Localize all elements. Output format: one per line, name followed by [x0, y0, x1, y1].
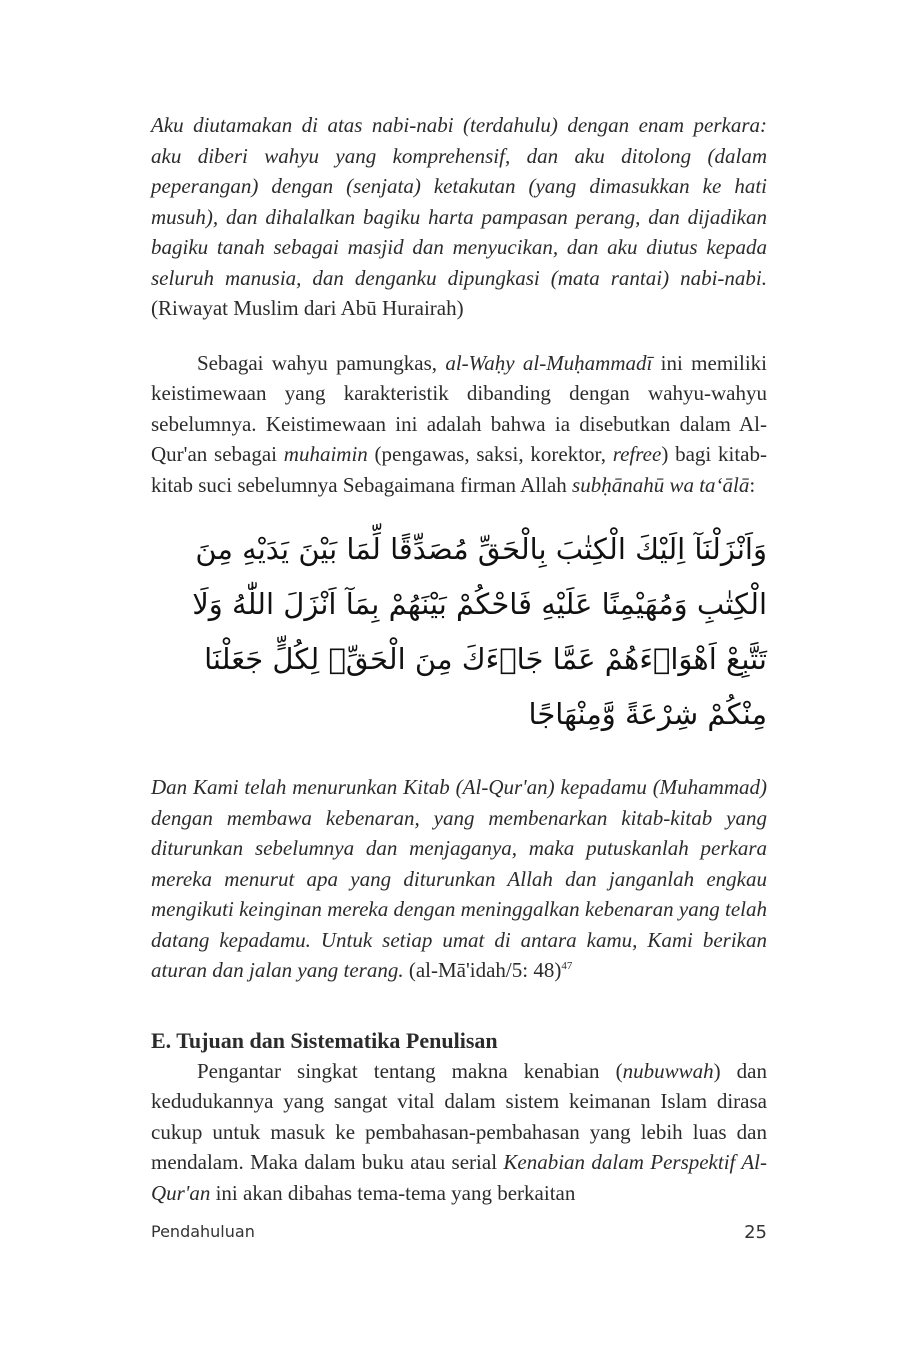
hadith-quote [151, 110, 767, 324]
translation-text: Dan Kami telah menurunkan Kitab (Al-Qur'an) kepadamu (Muhammad) dengan membawa kebenaran, yang membenarkan kitab-kitab yang diturunkan sebelumnya dan menjaganya, maka putuskanlah perkara mereka menurut apa yang diturunkan Allah dan janganlah engkau mengikuti keinginan mereka dengan meninggalkan kebenaran yang telah datang kepadamu. Untuk setiap umat di antara kamu, Kami berikan aturan dan jalan yang terang. [151, 775, 767, 982]
text-run: Sebagai wahyu pamungkas, [197, 350, 446, 375]
footnote-marker[interactable]: 47 [561, 960, 573, 972]
text-run: : [749, 472, 756, 497]
italic-title: Kenabian dalam Perspektif Al-Qur'an [151, 1150, 768, 1205]
text-run: ini memiliki keistimewaan yang karakteristik dibanding dengan wahyu-wahyu sebelumnya. Keistimewaan ini adalah bahwa ia disebutkan dalam Al-Qur'an sebagai [151, 350, 767, 466]
hadith-text: Aku diutamakan di atas nabi-nabi (terdahulu) dengan enam perkara: aku diberi wahyu yang komprehensif, dan aku ditolong (dalam peperangan) dengan (senjata) ketakutan (yang dimasukkan ke hati musuh), dan dihalalkan bagiku harta pampasan perang, dan dijadikan bagiku tanah sebagai masjid dan menyucikan, dan aku diutus kepada seluruh manusia, dan denganku dipungkasi (mata rantai) nabi-nabi. [151, 113, 767, 290]
hadith-citation: (Riwayat Muslim dari Abū Hurairah) [151, 296, 464, 320]
text-run: Pengantar singkat tentang makna kenabian ( [197, 1058, 623, 1083]
section-heading: E. Tujuan dan Sistematika Penulisan [151, 1027, 498, 1053]
translation-citation: (al-Mā'idah/5: 48) [403, 958, 562, 982]
text-run: ) dan kedudukannya yang sangat vital dalam sistem keimanan Islam dirasa cukup untuk masuk ke pembahasan-pembahasan yang lebih luas dan mendalam. Maka dalam buku atau serial [151, 1058, 767, 1174]
italic-term: nubuwwah [622, 1058, 714, 1083]
text-run: ) bagi kitab-kitab suci sebelumnya Sebagaimana firman Allah [151, 442, 767, 497]
paragraph-wahyu [151, 348, 767, 501]
page-number: 25 [744, 1222, 767, 1243]
text-run: ini akan dibahas tema-tema yang berkaitan [210, 1180, 576, 1205]
arabic-verse: وَاَنْزَلْنَآ اِلَيْكَ الْكِتٰبَ بِالْحَقِّ مُصَدِّقًا لِّمَا بَيْنَ يَدَيْهِ مِنَ الْكِتٰبِ وَمُهَيْمِنًا عَلَيْهِ فَاحْكُمْ بَيْنَهُمْ بِمَآ اَنْزَلَ اللّٰهُ وَلَا تَتَّبِعْ اَهْوَاۤءَهُمْ عَمَّا جَاۤءَكَ مِنَ الْحَقِّۗ لِكُلٍّ جَعَلْنَا مِنْكُمْ شِرْعَةً وَّمِنْهَاجًا [192, 532, 767, 731]
verse-translation [151, 772, 767, 986]
italic-term: al-Waḥy al-Muḥammadī [445, 350, 653, 375]
chapter-name: Pendahuluan [151, 1222, 255, 1241]
italic-term: muhaimin [283, 442, 368, 466]
italic-term: subḥānahū wa ta‘ālā [572, 472, 750, 497]
text-run: (pengawas, saksi, korektor, [367, 442, 613, 466]
page-footer [151, 1222, 767, 1241]
italic-term: refree [612, 442, 662, 466]
page-body [151, 110, 767, 1208]
paragraph-section [151, 1056, 767, 1209]
